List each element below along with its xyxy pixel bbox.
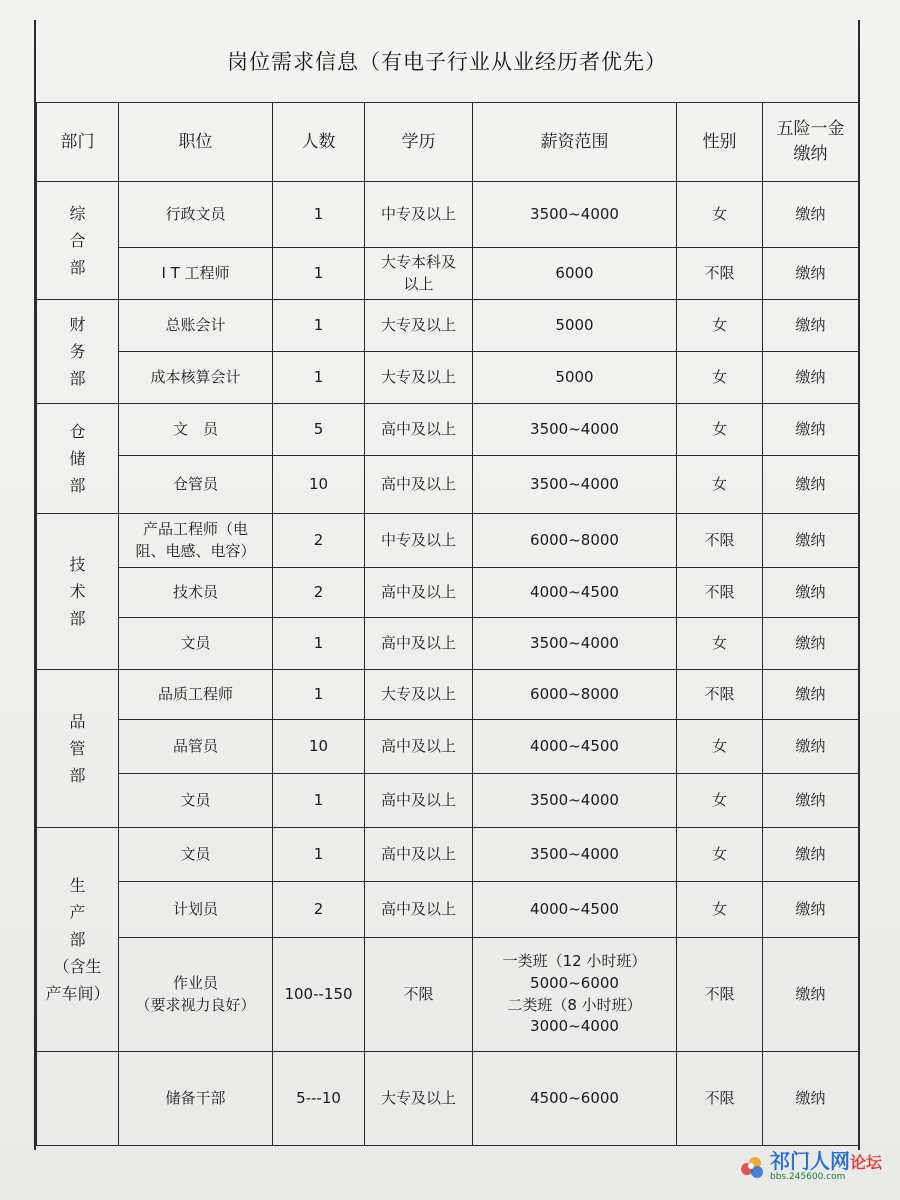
cell-department	[37, 404, 119, 514]
cell-salary: 3500~4000	[473, 456, 677, 514]
cell-gender: 女	[677, 618, 763, 670]
cell-count: 100--150	[273, 938, 365, 1052]
page-title: 岗位需求信息（有电子行业从业经历者优先）	[227, 50, 667, 74]
cell-insurance: 缴纳	[763, 618, 859, 670]
table-row	[37, 618, 859, 670]
watermark-forum-label: 论坛	[849, 1152, 882, 1172]
cell-count: 2	[273, 514, 365, 568]
cell-department	[37, 300, 119, 404]
header-insurance: 五险一金 缴纳	[763, 103, 859, 182]
table-row	[37, 670, 859, 720]
cell-salary: 6000	[473, 248, 677, 300]
cell-department	[37, 670, 119, 828]
table-row	[37, 1052, 859, 1146]
table-row	[37, 300, 859, 352]
cell-position: 行政文员	[119, 182, 273, 248]
cell-position: 文员	[119, 828, 273, 882]
cell-department	[37, 1052, 119, 1146]
header-position: 职位	[119, 103, 273, 182]
cell-education: 高中及以上	[365, 882, 473, 938]
header-department: 部门	[37, 103, 119, 182]
cell-gender: 女	[677, 182, 763, 248]
cell-gender: 不限	[677, 1052, 763, 1146]
header-education: 学历	[365, 103, 473, 182]
cell-salary: 3500~4000	[473, 182, 677, 248]
department-name: 技 术 部	[69, 554, 86, 629]
cell-education: 大专及以上	[365, 300, 473, 352]
job-notice-sheet	[34, 20, 860, 1150]
table-row	[37, 828, 859, 882]
cell-insurance: 缴纳	[763, 514, 859, 568]
cell-count: 10	[273, 720, 365, 774]
cell-education: 高中及以上	[365, 618, 473, 670]
cell-count: 1	[273, 774, 365, 828]
cell-education: 不限	[365, 938, 473, 1052]
cell-gender: 不限	[677, 568, 763, 618]
cell-gender: 不限	[677, 938, 763, 1052]
cell-department	[37, 828, 119, 1052]
cell-position: 计划员	[119, 882, 273, 938]
cell-insurance: 缴纳	[763, 568, 859, 618]
table-row	[37, 720, 859, 774]
watermark-url: bbs.245600.com	[769, 1171, 846, 1182]
cell-count: 1	[273, 828, 365, 882]
watermark-site-name: 祁门人网	[769, 1148, 850, 1173]
cell-education: 高中及以上	[365, 456, 473, 514]
cell-salary: 一类班（12 小时班） 5000~6000 二类班（8 小时班） 3000~4000	[473, 938, 677, 1052]
table-row	[37, 456, 859, 514]
table-row	[37, 352, 859, 404]
cell-count: 1	[273, 670, 365, 720]
table-body	[37, 182, 859, 1146]
job-requirements-table	[36, 102, 859, 1146]
cell-education: 高中及以上	[365, 404, 473, 456]
cell-position: 品管员	[119, 720, 273, 774]
cell-education: 高中及以上	[365, 720, 473, 774]
cell-education: 大专本科及 以上	[365, 248, 473, 300]
cell-salary: 4000~4500	[473, 568, 677, 618]
cell-gender: 不限	[677, 514, 763, 568]
table-row	[37, 182, 859, 248]
table-row	[37, 774, 859, 828]
cell-insurance: 缴纳	[763, 352, 859, 404]
header-gender: 性别	[677, 103, 763, 182]
cell-insurance: 缴纳	[763, 938, 859, 1052]
cell-count: 10	[273, 456, 365, 514]
cell-salary: 6000~8000	[473, 670, 677, 720]
cell-position: 储备干部	[119, 1052, 273, 1146]
table-row	[37, 404, 859, 456]
header-salary: 薪资范围	[473, 103, 677, 182]
cell-salary: 5000	[473, 300, 677, 352]
cell-salary: 4000~4500	[473, 882, 677, 938]
cell-education: 中专及以上	[365, 182, 473, 248]
cell-gender: 不限	[677, 670, 763, 720]
cell-salary: 5000	[473, 352, 677, 404]
cell-insurance: 缴纳	[763, 828, 859, 882]
cell-salary: 3500~4000	[473, 828, 677, 882]
cell-education: 大专及以上	[365, 1052, 473, 1146]
cell-education: 大专及以上	[365, 352, 473, 404]
cell-salary: 4000~4500	[473, 720, 677, 774]
cell-position: 品质工程师	[119, 670, 273, 720]
cell-count: 5	[273, 404, 365, 456]
cell-salary: 3500~4000	[473, 774, 677, 828]
cell-department	[37, 182, 119, 300]
cell-salary: 6000~8000	[473, 514, 677, 568]
table-row	[37, 514, 859, 568]
cell-position: 技术员	[119, 568, 273, 618]
watermark-name	[769, 1148, 882, 1173]
cell-count: 5---10	[273, 1052, 365, 1146]
watermark-logo-icon	[738, 1152, 766, 1180]
department-name: 生 产 部 （含生 产车间）	[45, 875, 110, 1004]
cell-gender: 女	[677, 352, 763, 404]
department-name: 综 合 部	[69, 203, 86, 278]
table-row	[37, 248, 859, 300]
cell-position: 文员	[119, 618, 273, 670]
cell-position: 文员	[119, 774, 273, 828]
cell-gender: 女	[677, 300, 763, 352]
cell-position: I T 工程师	[119, 248, 273, 300]
cell-position: 仓管员	[119, 456, 273, 514]
cell-education: 大专及以上	[365, 670, 473, 720]
department-name: 财 务 部	[69, 314, 86, 389]
cell-insurance: 缴纳	[763, 248, 859, 300]
cell-education: 高中及以上	[365, 568, 473, 618]
cell-position: 产品工程师（电 阻、电感、电容）	[119, 514, 273, 568]
cell-gender: 女	[677, 828, 763, 882]
cell-insurance: 缴纳	[763, 774, 859, 828]
cell-count: 1	[273, 352, 365, 404]
cell-insurance: 缴纳	[763, 670, 859, 720]
table-row	[37, 568, 859, 618]
table-header-row	[37, 103, 859, 182]
table-row	[37, 882, 859, 938]
cell-count: 2	[273, 882, 365, 938]
cell-gender: 女	[677, 456, 763, 514]
cell-gender: 不限	[677, 248, 763, 300]
cell-salary: 3500~4000	[473, 404, 677, 456]
cell-insurance: 缴纳	[763, 182, 859, 248]
cell-count: 1	[273, 300, 365, 352]
cell-count: 2	[273, 568, 365, 618]
cell-gender: 女	[677, 882, 763, 938]
cell-gender: 女	[677, 720, 763, 774]
cell-insurance: 缴纳	[763, 882, 859, 938]
cell-position: 成本核算会计	[119, 352, 273, 404]
site-watermark	[738, 1146, 882, 1186]
cell-education: 高中及以上	[365, 828, 473, 882]
cell-gender: 女	[677, 404, 763, 456]
header-count: 人数	[273, 103, 365, 182]
cell-education: 高中及以上	[365, 774, 473, 828]
cell-department	[37, 514, 119, 670]
cell-count: 1	[273, 248, 365, 300]
cell-insurance: 缴纳	[763, 456, 859, 514]
cell-insurance: 缴纳	[763, 404, 859, 456]
cell-education: 中专及以上	[365, 514, 473, 568]
department-name: 仓 储 部	[69, 421, 86, 496]
cell-gender: 女	[677, 774, 763, 828]
cell-insurance: 缴纳	[763, 300, 859, 352]
cell-position: 文 员	[119, 404, 273, 456]
cell-count: 1	[273, 182, 365, 248]
cell-insurance: 缴纳	[763, 1052, 859, 1146]
cell-insurance: 缴纳	[763, 720, 859, 774]
table-row	[37, 938, 859, 1052]
cell-salary: 3500~4000	[473, 618, 677, 670]
cell-salary: 4500~6000	[473, 1052, 677, 1146]
cell-count: 1	[273, 618, 365, 670]
cell-position: 总账会计	[119, 300, 273, 352]
cell-position: 作业员 （要求视力良好）	[119, 938, 273, 1052]
department-name: 品 管 部	[69, 711, 86, 786]
